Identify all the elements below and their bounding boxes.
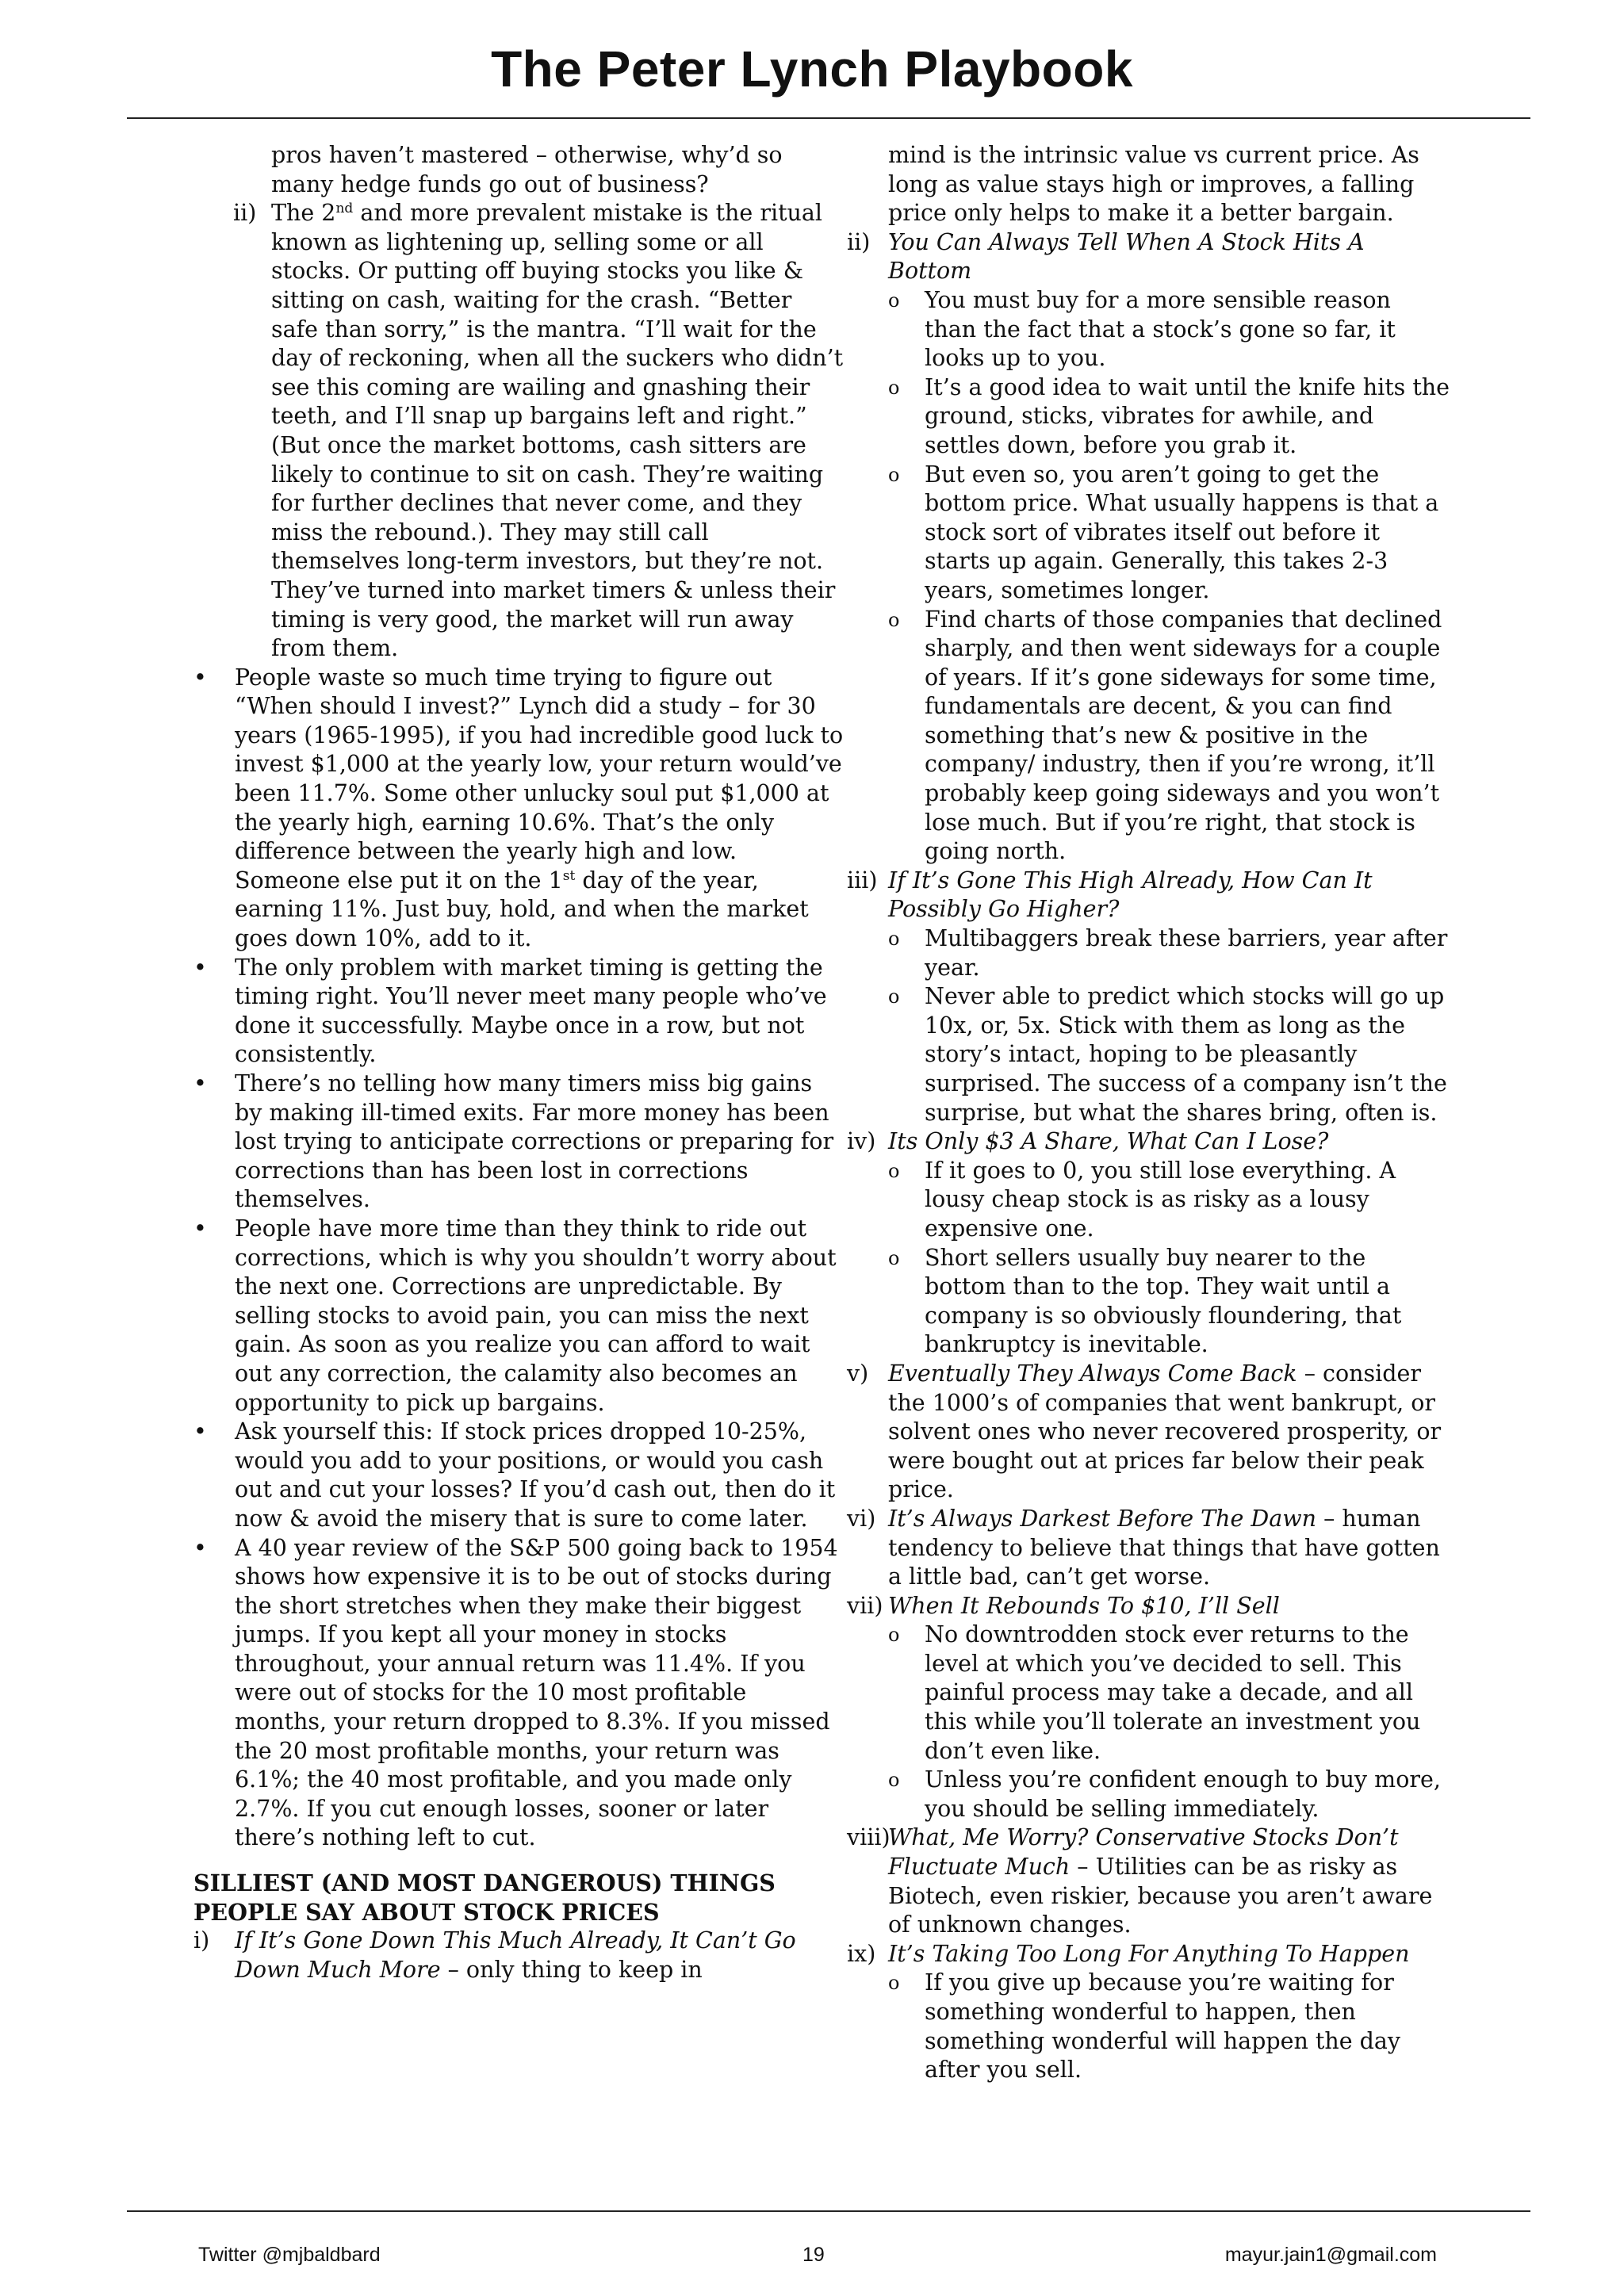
bullet-text: People waste so much time trying to figure out “When should I invest?” Lynch did a study – for 30 years (1965-1995), if you had incredible good luck to invest $1,000 at the yearly low, your return would’ve been 11.7%. Some other unlucky soul put $1,000 at the yearly high, earning 10.6%. That’s the only difference between the yearly high and low. Someone else put it on the 1: [235, 664, 844, 894]
item-text: – human tendency to believe that things that have gotten a little bad, can’t get worse.: [888, 1505, 1440, 1590]
list-marker: v): [847, 1360, 869, 1387]
sub-item-text: Find charts of those companies that declined sharply, and then went sideways for a couple of years. If it’s gone sideways for some time, fundamentals are decent, & you can find something that’s new & positive in the company/ industry, then if you’re wrong, it’ll probably keep going sideways and you won’t lose much. But if you’re right, that stock is going north.: [925, 606, 1442, 865]
bullet-text: A 40 year review of the S&P 500 going back to 1954 shows how expensive it is to be out of stocks during the short stretches when they make their biggest jumps. If you kept all your money in stocks throughout, your annual return was 11.4%. If you were out of stocks for the 10 most profitable months, your return dropped to 8.3%. If you missed the 20 most profitable months, your return was 6.1%; the 40 most profitable, and you made only 2.7%. If you cut enough losses, sooner or later there’s nothing left to cut.: [235, 1534, 838, 1851]
item-title: When It Rebounds To $10, I’ll Sell: [888, 1592, 1280, 1619]
bullet-item: [193, 1070, 844, 1215]
sub-item-text: Unless you’re confident enough to buy more, you should be selling immediately.: [925, 1766, 1441, 1822]
footer-rule: [127, 2210, 1530, 2212]
bullet-text: Ask yourself this: If stock prices dropped 10-25%, would you add to your positions, or would you cash out and cut your losses? If you’d cash out, then do it now & avoid the misery that is sure to come later.: [235, 1418, 836, 1532]
bullet-icon: •: [193, 1070, 207, 1096]
sub-item-text: Never able to predict which stocks will go up 10x, or, 5x. Stick with them as long as the story’s intact, hoping to be pleasantly surprised. The success of a company isn’t the surprise, but what the shares bring, often is.: [925, 983, 1447, 1126]
sub-item-text: If it goes to 0, you still lose everything. A lousy cheap stock is as risky as a lousy expensive one.: [925, 1157, 1396, 1242]
sub-item-text: It’s a good idea to wait until the knife hits the ground, sticks, vibrates for awhile, and settles down, before you grab it.: [925, 373, 1450, 458]
header-rule: [127, 117, 1530, 119]
list-item: [847, 867, 1450, 924]
bullet-icon: •: [193, 954, 207, 981]
circle-bullet-icon: o: [888, 1624, 900, 1647]
bullet-list: [193, 954, 844, 1853]
bullet-item: [193, 1215, 844, 1418]
list-marker: vii): [847, 1592, 883, 1619]
right-column: [847, 141, 1450, 2085]
footer-twitter: Twitter @mjbaldbard: [198, 2244, 381, 2266]
continued-paragraph: pros haven’t mastered – otherwise, why’d so many hedge funds go out of business?: [271, 142, 783, 197]
list-marker: viii): [847, 1824, 891, 1851]
section-heading: SILLIEST (AND MOST DANGEROUS) THINGS PEOPLE SAY ABOUT STOCK PRICES: [193, 1869, 776, 1926]
circle-bullet-icon: o: [888, 985, 900, 1008]
page-title: The Peter Lynch Playbook: [491, 40, 1133, 98]
list-item: [847, 228, 1450, 286]
item-text: – Utilities can be as risky as Biotech, even riskier, because you aren’t aware of unknown changes.: [888, 1854, 1433, 1938]
sub-item-text: But even so, you aren’t going to get the bottom price. What usually happens is that a stock sort of vibrates itself out before it starts up again. Generally, this takes 2-3 years, sometimes longer.: [925, 461, 1439, 603]
sub-item: [847, 461, 1450, 606]
list-marker: ii): [233, 200, 257, 227]
item-title: Eventually They Always Come Back: [888, 1360, 1297, 1387]
page-number: 19: [802, 2244, 825, 2266]
bullet-icon: •: [193, 664, 207, 691]
continued-paragraph: mind is the intrinsic value vs current price. As long as value stays high or improves, a falling price only helps to make it a better bargain.: [888, 142, 1419, 227]
circle-bullet-icon: o: [888, 1246, 900, 1269]
sub-item: [847, 982, 1450, 1127]
sub-item: [847, 1244, 1450, 1360]
sub-item: [847, 1766, 1450, 1823]
list-item: [847, 1592, 1450, 1621]
sub-item-text: You must buy for a more sensible reason than the fact that a stock’s gone so far, it looks up to you.: [925, 286, 1396, 372]
item-text: The 2: [271, 200, 336, 227]
sub-item: [847, 1621, 1450, 1766]
bullet-text: People have more time than they think to ride out corrections, which is why you shouldn’t worry about the next one. Corrections are unpredictable. By selling stocks to avoid pain, you can miss the next gain. As soon as you realize you can afford to wait out any correction, the calamity also becomes an opportunity to pick up bargains.: [235, 1215, 837, 1416]
list-marker: ii): [847, 228, 871, 255]
sub-item: [847, 1157, 1450, 1244]
item-text: and more prevalent mistake is the ritual known as lightening up, selling some or all stocks. Or putting off buying stocks you like & sitting on cash, waiting for the crash. “Better safe than sorry,” is the mantra. “I’ll wait for the day of reckoning, when all the suckers who didn’t see this coming are wailing and gnashing their teeth, and I’ll snap up bargains left and right.” (But once the market bottoms, cash sitters are likely to continue to sit on cash. They’re waiting for further declines that never come, and they miss the rebound.). They may still call themselves long-term investors, but they’re not. They’ve turned into market timers & unless their timing is very good, the market will run away from them.: [271, 200, 844, 662]
sub-item-text: No downtrodden stock ever returns to the level at which you’ve decided to sell. This painful process may take a decade, and all this while you’ll tolerate an investment you don’t even like.: [925, 1621, 1421, 1764]
list-item: [847, 1360, 1450, 1505]
list-item: [847, 1940, 1450, 1969]
list-item-ii: [193, 199, 844, 664]
list-item: [847, 1127, 1450, 1157]
item-title: If It’s Gone Down This Much Already, It Can’t Go Down Much More: [235, 1927, 796, 1983]
bullet-item: [193, 664, 844, 954]
left-column: [193, 141, 844, 1984]
sub-item: [847, 286, 1450, 373]
list-item-i: [193, 1927, 844, 1984]
list-marker: iv): [847, 1128, 876, 1155]
list-marker: ix): [847, 1940, 876, 1967]
bullet-item: [193, 954, 844, 1070]
footer-email: mayur.jain1@gmail.com: [1224, 2244, 1437, 2266]
list-marker: iii): [847, 867, 878, 894]
item-title: It’s Taking Too Long For Anything To Happen: [888, 1940, 1410, 1967]
list-item: [847, 1505, 1450, 1592]
circle-bullet-icon: o: [888, 608, 900, 631]
circle-bullet-icon: o: [888, 376, 900, 399]
superscript: st: [562, 867, 576, 884]
list-marker: vi): [847, 1505, 876, 1532]
sub-item-text: If you give up because you’re waiting for something wonderful to happen, then something wonderful will happen the day after you sell.: [925, 1969, 1400, 2084]
sub-item: [847, 373, 1450, 461]
item-title: It’s Always Darkest Before The Dawn: [888, 1505, 1317, 1532]
item-title: You Can Always Tell When A Stock Hits A Bottom: [888, 228, 1365, 285]
circle-bullet-icon: o: [888, 463, 900, 486]
sub-item-text: Short sellers usually buy nearer to the bottom than to the top. They wait until a company is so obviously floundering, that bankruptcy is inevitable.: [925, 1244, 1402, 1358]
bullet-text: The only problem with market timing is getting the timing right. You’ll never meet many people who’ve done it successfully. Maybe once in a row, but not consistently.: [235, 954, 827, 1068]
item-title: If It’s Gone This High Already, How Can It Possibly Go Higher?: [888, 867, 1373, 923]
circle-bullet-icon: o: [888, 289, 900, 312]
superscript: nd: [335, 201, 354, 217]
sub-item: [847, 1969, 1450, 2084]
bullet-item: [193, 1418, 844, 1533]
circle-bullet-icon: o: [888, 928, 900, 951]
bullet-icon: •: [193, 1215, 207, 1242]
sub-item: [847, 924, 1450, 982]
sub-item-text: Multibaggers break these barriers, year after year.: [925, 925, 1448, 981]
bullet-icon: •: [193, 1418, 207, 1445]
sub-item: [847, 606, 1450, 867]
item-title: What, Me Worry? Conservative Stocks Don’t Fluctuate Much: [888, 1824, 1399, 1881]
bullet-item: [193, 1534, 844, 1854]
item-title: Its Only $3 A Share, What Can I Lose?: [888, 1128, 1329, 1155]
circle-bullet-icon: o: [888, 1159, 900, 1182]
circle-bullet-icon: o: [888, 1769, 900, 1792]
roman-list: [847, 228, 1450, 2085]
bullet-text: day of the year, earning 11%. Just buy, hold, and when the market goes down 10%, add to it.: [235, 867, 809, 952]
circle-bullet-icon: o: [888, 1972, 900, 1995]
item-text: – only thing to keep in: [440, 1956, 703, 1983]
list-marker: i): [193, 1927, 210, 1954]
item-text: – consider the 1000’s of companies that went bankrupt, or solvent ones who never recovered prosperity, or were bought out at prices far below their peak price.: [888, 1360, 1442, 1503]
list-item: [847, 1823, 1450, 1939]
bullet-text: There’s no telling how many timers miss big gains by making ill-timed exits. Far more money has been lost trying to anticipate corrections or preparing for corrections than has been lost in corrections themselves.: [235, 1070, 834, 1213]
bullet-icon: •: [193, 1534, 207, 1561]
